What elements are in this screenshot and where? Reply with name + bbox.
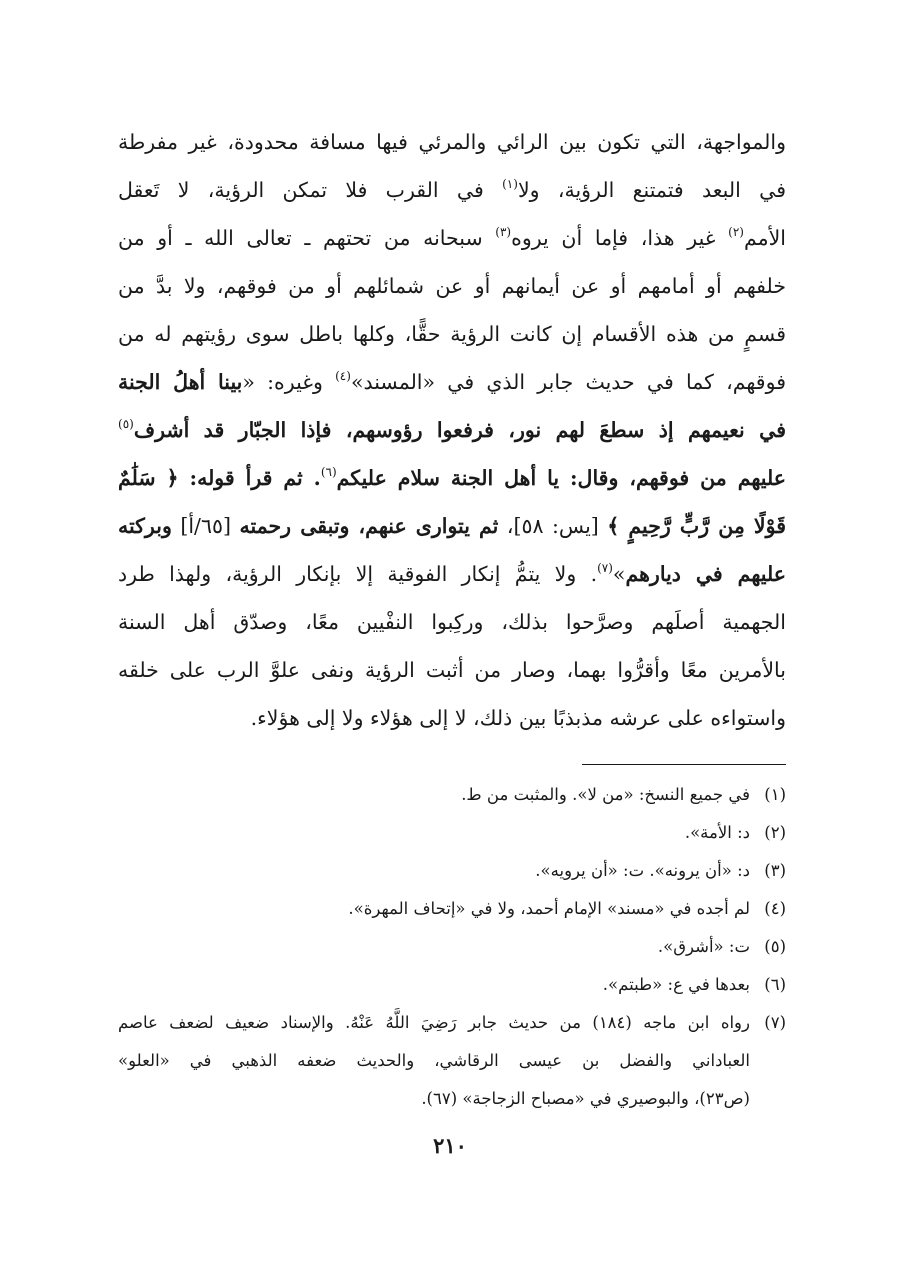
hadith-text: وبركته (118, 514, 172, 538)
footnote (118, 890, 786, 928)
text-segment: [يس: ٥٨]، (498, 514, 608, 538)
footnote-number: (١) (764, 785, 786, 804)
body-line (118, 646, 786, 694)
text-segment: [٦٥/أ] (171, 514, 240, 538)
footnote-text (118, 966, 750, 1004)
body-line (118, 118, 786, 166)
text-segment: الجهمية أصلَهم وصرَّحوا بذلك، وركِبوا النفْيين معًا، وصدّق أهل السنة (118, 610, 786, 634)
text-segment: في البعد فتمتنع الرؤية، ولا (517, 178, 786, 202)
text-segment: غير هذا، فإما أن يروه (511, 226, 729, 250)
footnote-line: بعدها في ع: «طبتم». (602, 975, 750, 994)
footnote-number: (٥) (764, 937, 786, 956)
footnote-ref: (٤) (335, 369, 351, 383)
footnote-text (118, 814, 750, 852)
body-line (118, 598, 786, 646)
body-line (118, 550, 786, 598)
text-segment: سبحانه من تحتهم ـ تعالى الله ـ أو من (118, 226, 496, 250)
footnote-line: العباداني والفضل بن عيسى الرقاشي، والحديث ضعفه الذهبي في «العلو» (118, 1051, 750, 1070)
footnote-text (118, 1004, 750, 1118)
footnote-line: في جميع النسخ: «من لا». والمثبت من ط. (461, 785, 750, 804)
footnote-line: د: «أن يرونه». ت: «أن يرويه». (535, 861, 750, 880)
footnote (118, 966, 786, 1004)
footnote-separator (582, 764, 786, 765)
footnote-ref: (٥) (118, 417, 134, 431)
hadith-text: بينا أهلُ الجنة (118, 370, 243, 394)
footnote-number: (٣) (764, 861, 786, 880)
body-line (118, 694, 786, 742)
footnote-line: ت: «أشرق». (657, 937, 750, 956)
text-segment: الأمم (743, 226, 786, 250)
text-segment: وغيره: « (242, 370, 336, 394)
hadith-text: في نعيمهم إذ سطعَ لهم نور، فرفعوا رؤوسهم، فإذا الجبّار قد أشرف (133, 418, 786, 442)
text-segment: في القرب فلا تمكن الرؤية، لا تَعقل (118, 178, 503, 202)
footnote-ref: (٣) (495, 225, 512, 239)
text-segment: . ولا يتمُّ إنكار الفوقية إلا بإنكار الرؤية، ولهذا طرد (118, 562, 598, 586)
body-line (118, 358, 786, 406)
body-line (118, 406, 786, 454)
page-number: ٢١٠ (433, 1133, 467, 1158)
footnote-ref: (٧) (597, 561, 613, 575)
footnote-number: (٤) (764, 899, 786, 918)
text-segment: فوقهم، كما في حديث جابر الذي في «المسند» (350, 370, 786, 394)
footnote-text (118, 890, 750, 928)
footnote (118, 814, 786, 852)
text-segment: بالأمرين معًا وأقرُّوا بهما، وصار من أثبت الرؤية ونفى علوَّ الرب على خلقه (118, 658, 786, 682)
text-segment: قسمٍ من هذه الأقسام إن كانت الرؤية حقًّا، وكلها باطل سوى رؤيتهم له من (118, 322, 786, 346)
footnote (118, 928, 786, 966)
footnote (118, 776, 786, 814)
footnote-number: (٢) (764, 823, 786, 842)
footnote (118, 852, 786, 890)
hadith-text: . ثم قرأ قوله: ﴿ سَلَٰمٌ (118, 466, 321, 490)
footnotes-block (118, 776, 786, 1118)
hadith-text: ثم يتوارى عنهم، وتبقى رحمته (239, 514, 499, 538)
footnote-ref: (٦) (320, 465, 337, 479)
footnote-ref: (١) (502, 177, 518, 191)
hadith-text: قَوْلًا مِن رَّبٍّ رَّحِيمٍ ﴾ (607, 514, 786, 538)
text-segment: والمواجهة، التي تكون بين الرائي والمرئي فيها مسافة محدودة، غير مفرطة (118, 130, 786, 154)
footnote-number: (٧) (764, 1013, 786, 1032)
text-segment: » (612, 562, 626, 586)
hadith-text: عليهم من فوقهم، وقال: يا أهل الجنة سلام عليكم (336, 466, 786, 490)
footnote-line: (ص٢٣)، والبوصيري في «مصباح الزجاجة» (٦٧). (421, 1089, 750, 1108)
body-line (118, 454, 786, 502)
footnote (118, 1004, 786, 1118)
footnote-number: (٦) (764, 975, 786, 994)
main-text-block (118, 118, 786, 742)
text-segment: خلفهم أو أمامهم أو عن أيمانهم أو عن شمائلهم أو من فوقهم، ولا بدَّ من (118, 274, 786, 298)
body-line (118, 262, 786, 310)
footnote-ref: (٢) (728, 225, 744, 239)
footnote-text (118, 776, 750, 814)
body-line (118, 502, 786, 550)
footnote-line: د: الأمة». (684, 823, 750, 842)
body-line (118, 166, 786, 214)
footnote-text (118, 852, 750, 890)
footnote-line: لم أجده في «مسند» الإمام أحمد، ولا في «إتحاف المهرة». (348, 899, 750, 918)
hadith-text: عليهم في ديارهم (625, 562, 786, 586)
body-line (118, 214, 786, 262)
body-line (118, 310, 786, 358)
footnote-text (118, 928, 750, 966)
text-segment: واستواءه على عرشه مذبذبًا بين ذلك، لا إلى هؤلاء ولا إلى هؤلاء. (250, 706, 786, 730)
footnote-line: رواه ابن ماجه (١٨٤) من حديث جابر رَضِيَ اللَّهُ عَنْهُ. والإسناد ضعيف لضعف عاصم (118, 1013, 750, 1032)
